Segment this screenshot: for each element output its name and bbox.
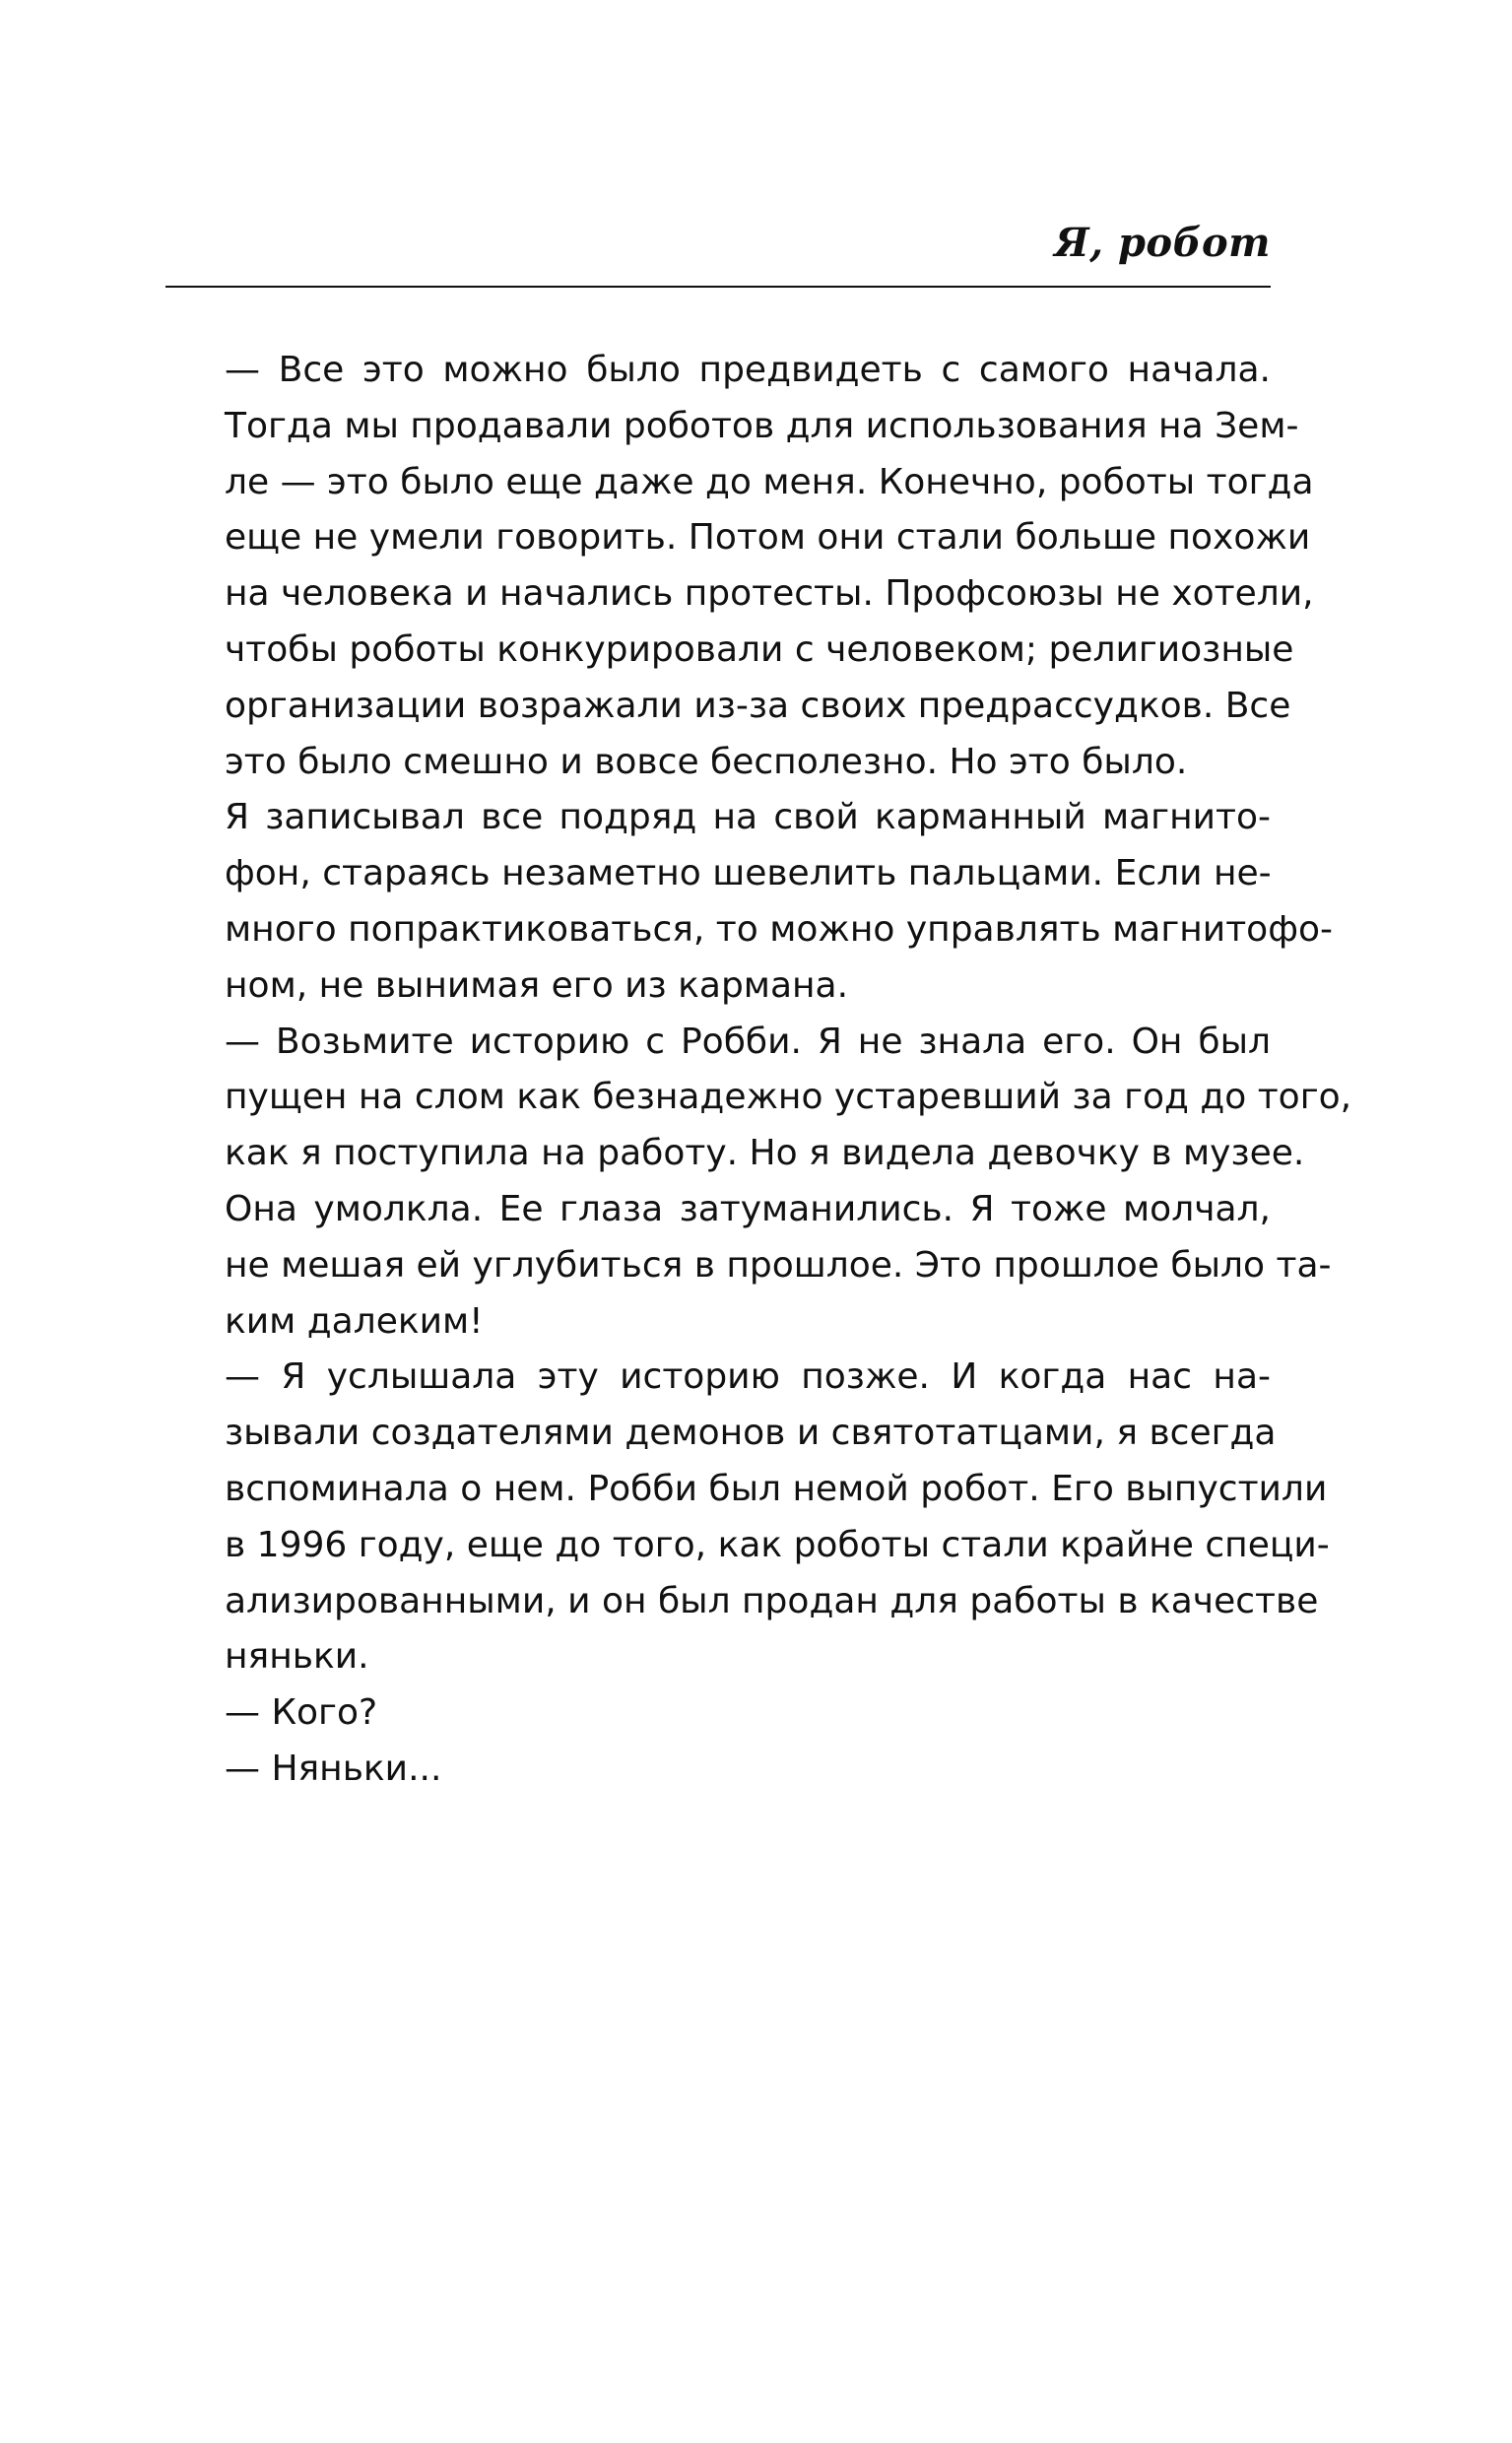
text-line: няньки. bbox=[225, 1636, 369, 1678]
text-line: это было смешно и вовсе бесполезно. Но это было. bbox=[225, 741, 1188, 782]
text-line: Я записывал все подряд на свой карманный магнито- bbox=[225, 797, 1271, 838]
text-line: организации возражали из-за своих предрассудков. Все bbox=[225, 685, 1291, 726]
text-line: — Все это можно было предвидеть с самого начала. bbox=[225, 350, 1271, 390]
text-line: не мешая ей углубиться в прошлое. Это прошлое было та- bbox=[225, 1244, 1332, 1286]
text-line: много попрактиковаться, то можно управлять магнитофо- bbox=[225, 908, 1333, 950]
running-head: Я, робот bbox=[1054, 220, 1271, 266]
text-line: — Я услышала эту историю позже. И когда нас на- bbox=[225, 1356, 1271, 1398]
paragraph bbox=[165, 1685, 1271, 1742]
paragraph bbox=[165, 1742, 1271, 1798]
text-line: на человека и начались протесты. Профсоюзы не хотели, bbox=[225, 573, 1314, 615]
text-line: как я поступила на работу. Но я видела девочку в музее. bbox=[225, 1133, 1305, 1174]
paragraph bbox=[165, 1015, 1352, 1182]
paragraph bbox=[165, 1182, 1332, 1350]
text-line: вспоминала о нем. Робби был немой робот. Его выпустили bbox=[225, 1468, 1328, 1509]
paragraph bbox=[165, 343, 1314, 790]
header-rule bbox=[165, 286, 1271, 288]
text-line: фон, стараясь незаметно шевелить пальцами. Если не- bbox=[225, 853, 1272, 894]
paragraph bbox=[165, 1350, 1330, 1685]
text-line: — Кого? bbox=[225, 1692, 378, 1734]
text-line: ле — это было еще даже до меня. Конечно, роботы тогда bbox=[225, 461, 1314, 502]
text-line: зывали создателями демонов и святотатцами, я всегда bbox=[225, 1413, 1277, 1454]
text-line: еще не умели говорить. Потом они стали больше похожи bbox=[225, 517, 1311, 559]
body-text bbox=[165, 343, 1352, 1798]
text-line: пущен на слом как безнадежно устаревший за год до того, bbox=[225, 1077, 1352, 1118]
text-line: ализированными, и он был продан для работы в качестве bbox=[225, 1580, 1319, 1621]
text-line: чтобы роботы конкурировали с человеком; религиозные bbox=[225, 628, 1294, 670]
text-line: — Няньки... bbox=[225, 1748, 442, 1789]
paragraph bbox=[165, 790, 1333, 1014]
text-line: Она умолкла. Ее глаза затуманились. Я тоже молчал, bbox=[225, 1188, 1271, 1229]
text-line: ном, не вынимая его из кармана. bbox=[225, 964, 849, 1006]
text-line: — Возьмите историю с Робби. Я не знала его. Он был bbox=[225, 1021, 1271, 1062]
text-line: Тогда мы продавали роботов для использования на Зем- bbox=[225, 405, 1299, 446]
text-line: ким далеким! bbox=[225, 1300, 484, 1342]
text-line: в 1996 году, еще до того, как роботы стали крайне специ- bbox=[225, 1524, 1330, 1565]
